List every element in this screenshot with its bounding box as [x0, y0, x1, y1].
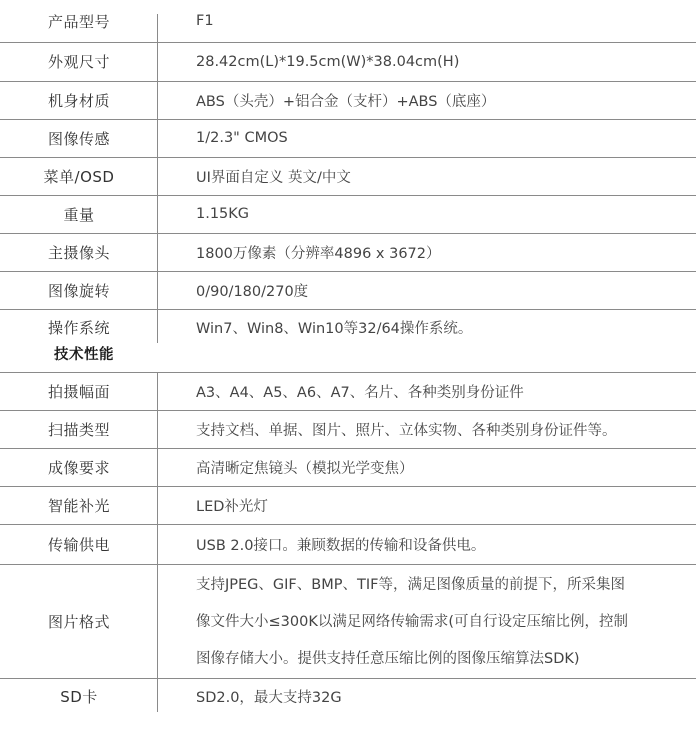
format-line: 像文件大小≤300K以满足网络传输需求(可自行设定压缩比例，控制 — [196, 614, 628, 630]
row-value: 1800万像素（分辨率4896 x 3672） — [196, 245, 441, 262]
row-value: UI界面自定义 英文/中文 — [196, 169, 351, 186]
row-divider — [0, 678, 696, 679]
row-label: 外观尺寸 — [47, 53, 110, 71]
format-line: 图像存储大小。提供支持任意压缩比例的图像压缩算法SDK) — [196, 651, 580, 667]
spec-row-menu-osd — [0, 157, 696, 195]
row-value: 高清晰定焦镜头（模拟光学变焦） — [196, 460, 414, 477]
row-divider — [0, 486, 696, 487]
spec-row-model — [0, 0, 696, 42]
row-value: A3、A4、A5、A6、A7、名片、各种类别身份证件 — [196, 384, 524, 401]
row-divider — [0, 372, 696, 373]
tech-row-scan-type — [0, 410, 696, 448]
row-label: 传输供电 — [47, 535, 110, 554]
tech-row-power — [0, 524, 696, 564]
section-heading: 技术性能 — [54, 347, 114, 363]
row-label: 图像旋转 — [47, 281, 110, 300]
tech-row-imaging — [0, 448, 696, 486]
row-value: Win7、Win8、Win10等32/64操作系统。 — [196, 320, 473, 337]
row-label: 机身材质 — [47, 91, 110, 110]
spec-row-os — [0, 309, 696, 345]
row-divider — [0, 119, 696, 120]
spec-row-dimensions — [0, 42, 696, 81]
row-divider — [0, 524, 696, 525]
tech-row-sd-card — [0, 678, 696, 714]
row-label: 图片格式 — [47, 612, 110, 631]
row-label: 智能补光 — [47, 496, 110, 515]
row-label: 产品型号 — [47, 12, 110, 31]
row-label: 图像传感 — [47, 129, 110, 148]
row-label: SD卡 — [60, 687, 98, 706]
row-divider — [0, 81, 696, 82]
tech-row-fill-light — [0, 486, 696, 524]
row-value: USB 2.0接口。兼顾数据的传输和设备供电。 — [196, 537, 486, 554]
row-divider — [0, 157, 696, 158]
row-label: 重量 — [63, 205, 95, 224]
format-line: 支持JPEG、GIF、BMP、TIF等，满足图像质量的前提下，所采集图 — [196, 577, 625, 593]
row-divider — [0, 195, 696, 196]
row-divider — [0, 564, 696, 565]
column-divider — [157, 14, 158, 343]
tech-row-capture-size — [0, 372, 696, 410]
tech-row-image-format — [0, 564, 696, 678]
spec-row-sensor — [0, 119, 696, 157]
row-value: F1 — [196, 13, 214, 29]
row-label: 主摄像头 — [47, 243, 110, 262]
row-value: 28.42cm(L)*19.5cm(W)*38.04cm(H) — [196, 53, 460, 70]
row-value: 1.15KG — [196, 206, 250, 222]
row-label: 拍摄幅面 — [47, 382, 110, 401]
row-label: 菜单/OSD — [43, 167, 115, 186]
row-value: 1/2.3" CMOS — [196, 130, 288, 146]
row-divider — [0, 42, 696, 43]
row-value — [196, 564, 686, 678]
row-value: 支持文档、单据、图片、照片、立体实物、各种类别身份证件等。 — [196, 422, 617, 439]
row-value: LED补光灯 — [196, 498, 268, 515]
row-label: 操作系统 — [47, 318, 110, 337]
row-divider — [0, 271, 696, 272]
row-divider — [0, 448, 696, 449]
spec-row-main-camera — [0, 233, 696, 271]
row-value: ABS（头壳）+铝合金（支杆）+ABS（底座） — [196, 93, 496, 110]
row-value: SD2.0，最大支持32G — [196, 689, 342, 706]
row-value: 0/90/180/270度 — [196, 283, 309, 300]
row-label: 扫描类型 — [47, 420, 110, 439]
row-label: 成像要求 — [47, 458, 110, 477]
row-divider — [0, 309, 696, 310]
row-divider — [0, 410, 696, 411]
spec-row-rotation — [0, 271, 696, 309]
column-divider — [157, 372, 158, 712]
spec-row-material — [0, 81, 696, 119]
row-divider — [0, 233, 696, 234]
spec-row-weight — [0, 195, 696, 233]
